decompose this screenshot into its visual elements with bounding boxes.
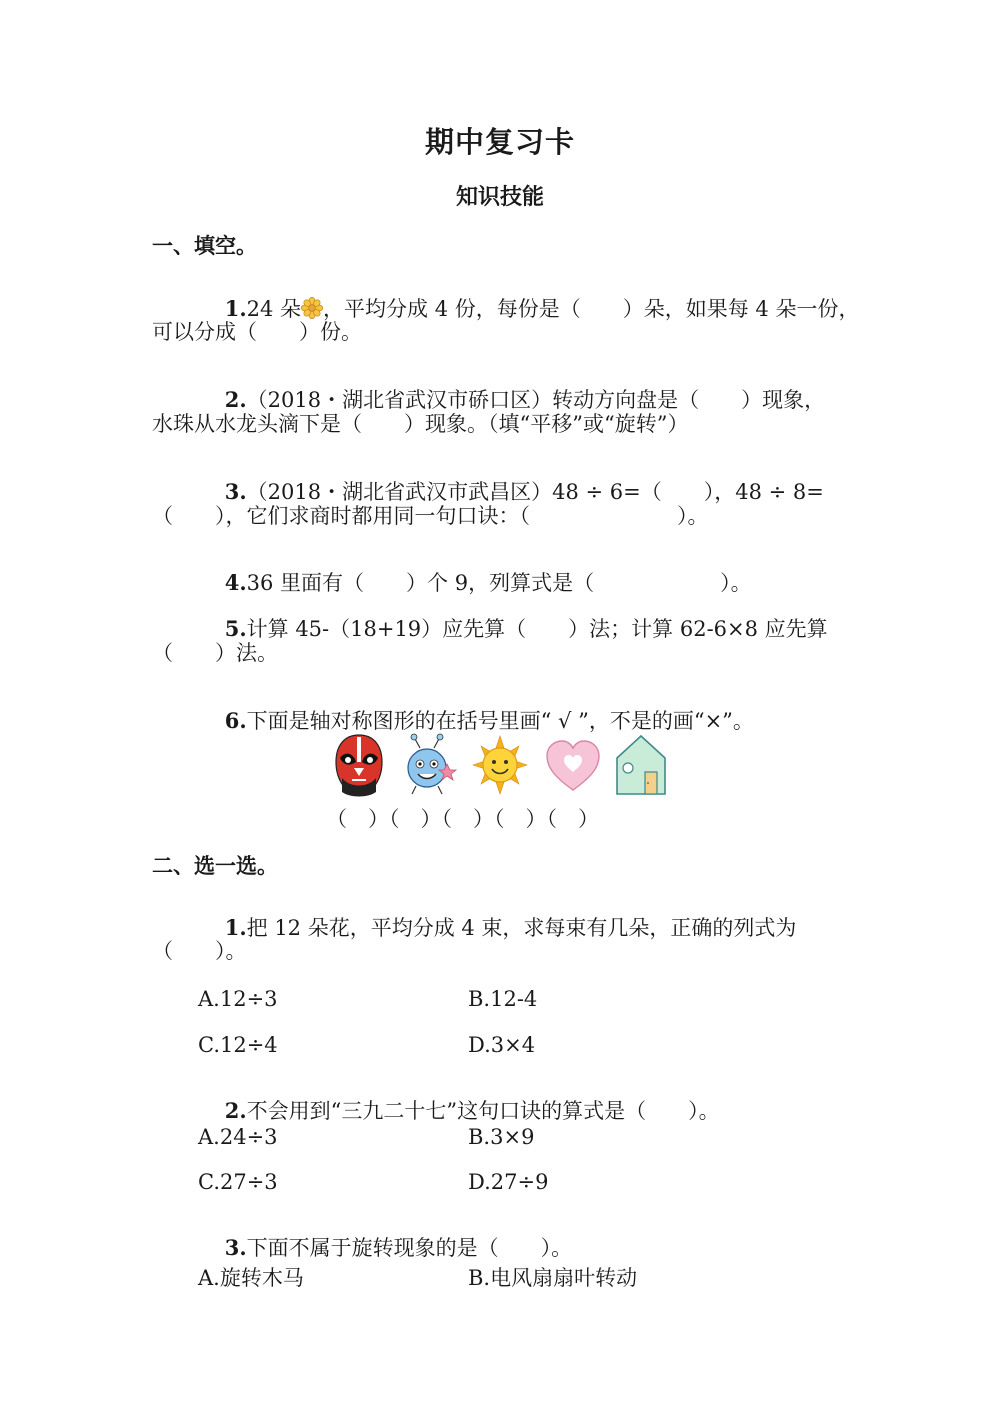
page-subtitle: 知识技能	[455, 185, 544, 210]
s1-q2-line2: 水珠从水龙头滴下是（ ）现象。（填“平移”或“旋转”）	[152, 412, 689, 436]
question-number: 4.	[224, 570, 247, 595]
option-c: C.27÷3	[198, 1170, 278, 1194]
smiling-bug-icon	[400, 732, 458, 798]
s1-q1-text-a: 24 朵	[246, 297, 302, 321]
s1-q1-text-b: ，平均分成 4 份，每份是（ ）朵，如果每 4 朵一份，	[323, 297, 860, 321]
question-number: 3.	[224, 1235, 247, 1260]
section-1-heading: 一、填空。	[152, 234, 257, 258]
s1-q5-line1	[198, 597, 828, 661]
heart-icon	[544, 732, 602, 798]
question-number: 1.	[224, 915, 247, 940]
question-number: 2.	[224, 1098, 247, 1123]
question-number: 5.	[224, 616, 247, 641]
option-a: A.旋转木马	[198, 1266, 304, 1290]
question-number: 1.	[224, 296, 247, 321]
s2-q1-line1	[198, 896, 796, 960]
house-icon	[612, 732, 670, 798]
flower-icon	[301, 297, 323, 319]
question-number: 6.	[224, 708, 247, 733]
section-2-heading: 二、选一选。	[152, 854, 278, 878]
option-d: D.3×4	[468, 1033, 536, 1057]
option-b: B.电风扇扇叶转动	[468, 1266, 638, 1290]
s2-q1-text: 把 12 朵花，平均分成 4 束，求每束有几朵，正确的列式为	[246, 916, 797, 940]
answer-parens-row: （ ）（ ）（ ）（ ）（ ）	[326, 807, 599, 831]
opera-mask-icon	[330, 732, 388, 798]
option-a: A.24÷3	[198, 1125, 278, 1149]
option-d: D.27÷9	[468, 1170, 549, 1194]
option-c: C.12÷4	[198, 1033, 278, 1057]
s2-q2-text: 不会用到“三九二十七”这句口诀的算式是（ ）。	[246, 1099, 720, 1123]
s1-q3-line2: （ ），它们求商时都用同一句口诀：（ ）。	[152, 504, 709, 528]
s1-q1-line2: 可以分成（ ）份。	[152, 320, 362, 344]
s1-q3-text: （2018・湖北省武汉市武昌区）48 ÷ 6=（ ），48 ÷ 8=	[246, 480, 824, 504]
s1-q2-text: （2018・湖北省武汉市硚口区）转动方向盘是（ ）现象，	[246, 388, 826, 412]
question-number: 3.	[224, 479, 247, 504]
option-b: B.12-4	[468, 987, 538, 1011]
sun-icon	[471, 732, 529, 798]
page-title: 期中复习卡	[424, 125, 575, 159]
s1-q4-text: 36 里面有（ ）个 9，列算式是（ ）。	[246, 571, 752, 595]
s1-q5-line2: （ ）法。	[152, 641, 278, 665]
s2-q3-text: 下面不属于旋转现象的是（ ）。	[246, 1236, 573, 1260]
s1-q6-text: 下面是轴对称图形的在括号里画“ √ ”，不是的画“×”。	[246, 709, 754, 733]
option-a: A.12÷3	[198, 987, 278, 1011]
symmetry-figures	[330, 732, 670, 800]
s1-q5-text: 计算 45-（18+19）应先算（ ）法；计算 62-6×8 应先算	[246, 617, 828, 641]
option-b: B.3×9	[468, 1125, 535, 1149]
question-number: 2.	[224, 387, 247, 412]
s2-q1-line2: （ ）。	[152, 939, 247, 963]
